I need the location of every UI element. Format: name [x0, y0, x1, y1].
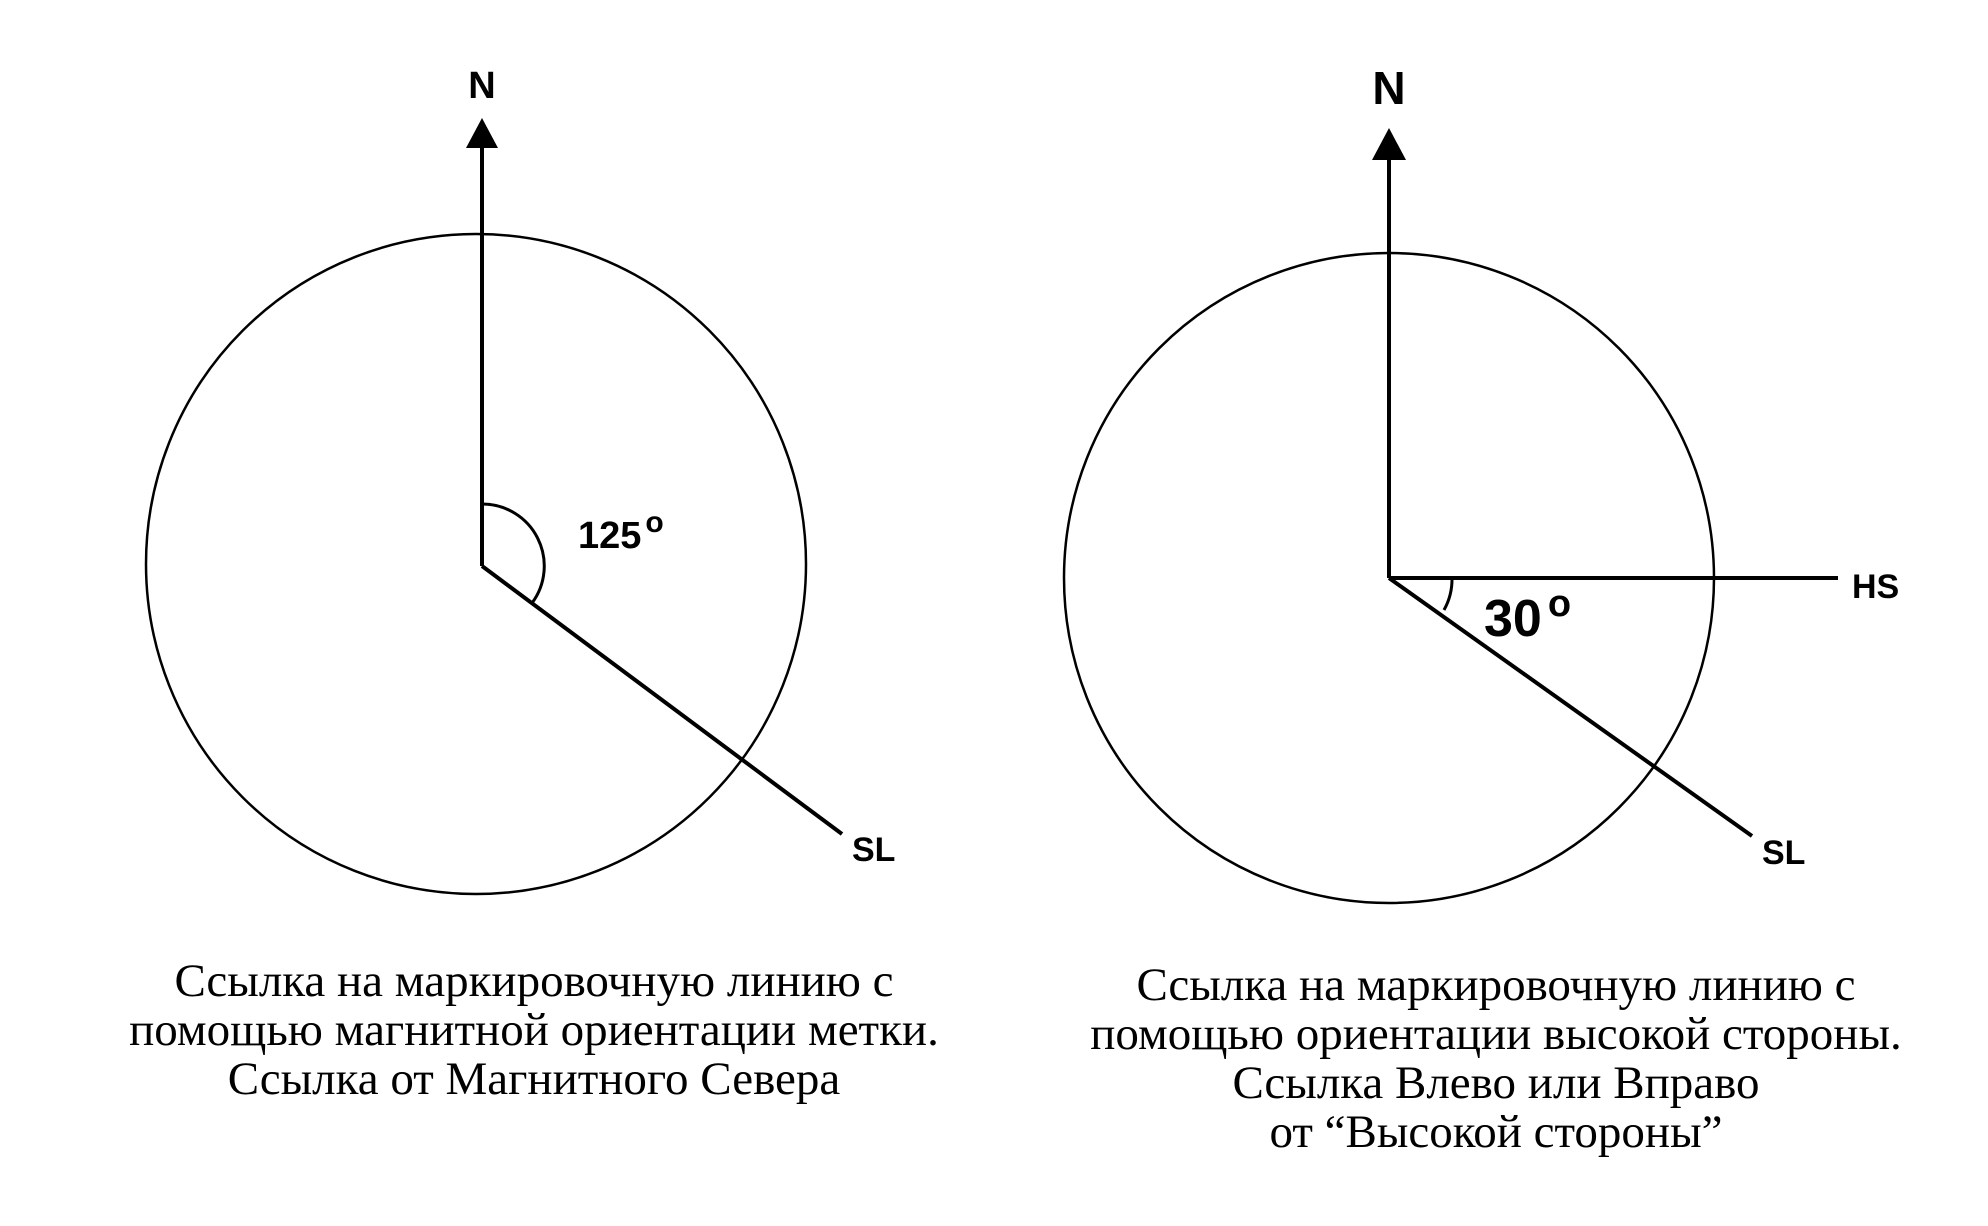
left-caption-line: Ссылка на маркировочную линию с — [174, 955, 894, 1007]
left-degree-mark: o — [645, 506, 664, 539]
right-north-arrow-icon — [1372, 128, 1406, 160]
right-degree-mark: o — [1547, 583, 1572, 625]
left-sl-label: SL — [852, 831, 896, 869]
right-caption-line: Ссылка на маркировочную линию с — [1136, 959, 1856, 1011]
right-angle-value: 30 — [1484, 590, 1542, 648]
left-circle — [146, 234, 806, 894]
right-diagram — [1064, 62, 1899, 903]
left-caption — [129, 955, 939, 1105]
right-sl-label: SL — [1762, 834, 1806, 872]
left-north-arrow-icon — [466, 118, 498, 148]
right-caption-line: Ссылка Влево или Вправо — [1232, 1057, 1760, 1109]
left-caption-line: Ссылка от Магнитного Севера — [227, 1053, 841, 1105]
right-caption-line: от “Высокой стороны” — [1269, 1106, 1723, 1158]
right-north-label: N — [1372, 62, 1406, 114]
right-hs-label: HS — [1852, 568, 1900, 606]
left-angle-value: 125 — [578, 515, 642, 557]
right-angle-label — [1484, 583, 1571, 648]
left-diagram — [146, 65, 895, 894]
right-angle-arc — [1444, 578, 1452, 610]
left-north-label: N — [468, 65, 496, 107]
left-caption-line: помощью магнитной ориентации метки. — [129, 1004, 939, 1056]
right-caption-line: помощью ориентации высокой стороны. — [1090, 1008, 1902, 1060]
left-angle-label — [578, 506, 664, 557]
right-caption — [1090, 959, 1902, 1158]
left-sl-line — [482, 566, 842, 834]
